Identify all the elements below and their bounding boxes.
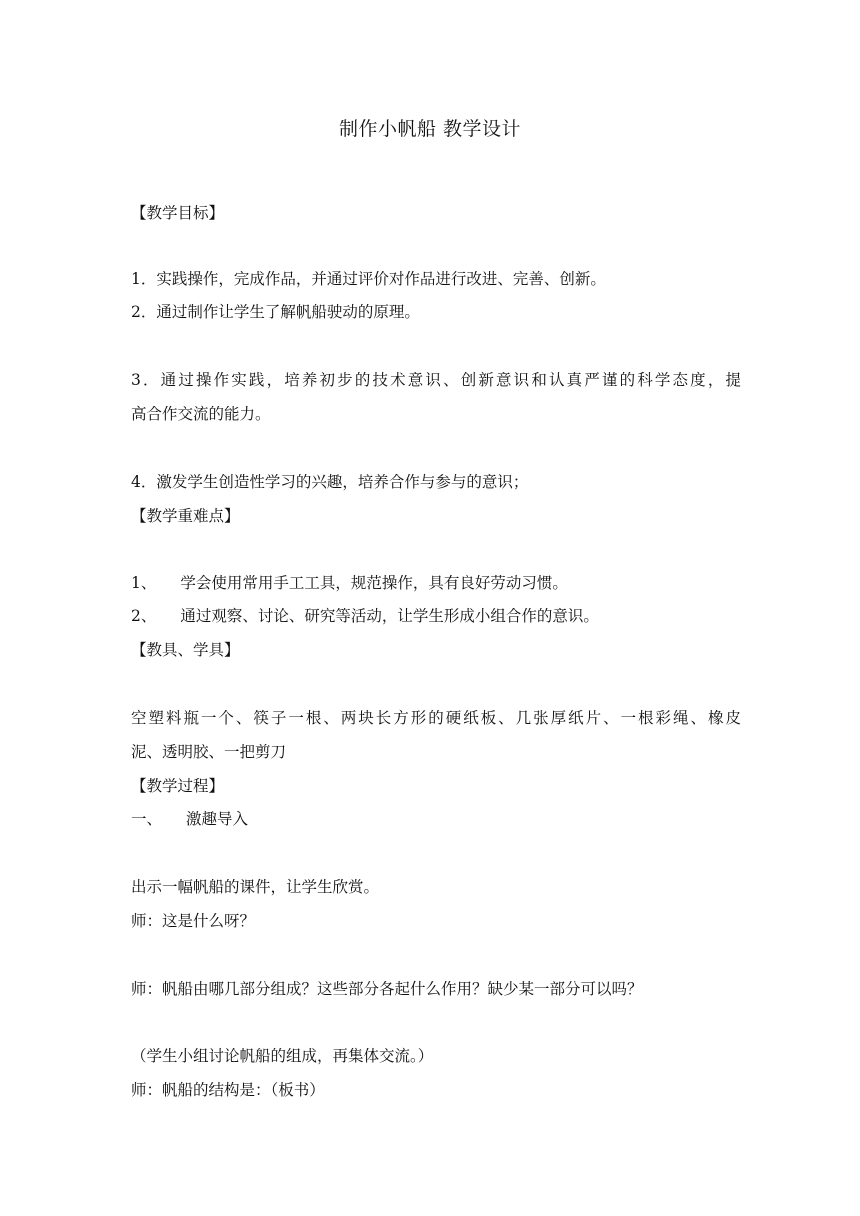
- process-line-3: 师：帆船由哪几部分组成？这些部分各起什么作用？缺少某一部分可以吗？: [131, 980, 643, 998]
- objective-item-3-line-1: 3．通过操作实践，培养初步的技术意识、创新意识和认真严谨的科学态度，提: [131, 371, 741, 389]
- process-heading: 【教学过程】: [131, 777, 225, 795]
- key-point-number: 2、: [131, 607, 157, 625]
- objective-item-1: 1．实践操作，完成作品，并通过评价对作品进行改进、完善、创新。: [131, 270, 606, 288]
- process-line-4: （学生小组讨论帆船的组成，再集体交流。）: [131, 1047, 434, 1065]
- tools-line-2: 泥、透明胶、一把剪刀: [131, 743, 287, 761]
- key-point-item-2: [131, 606, 741, 626]
- process-step-number: 一、: [131, 810, 163, 828]
- key-points-heading: 【教学重难点】: [131, 507, 240, 525]
- objectives-heading: 【教学目标】: [131, 204, 225, 222]
- key-point-text: 通过观察、讨论、研究等活动，让学生形成小组合作的意识。: [180, 607, 599, 625]
- objective-item-4: 4．激发学生创造性学习的兴趣，培养合作与参与的意识；: [131, 473, 529, 491]
- key-point-number: 1、: [131, 574, 157, 592]
- key-point-text: 学会使用常用手工工具，规范操作，具有良好劳动习惯。: [180, 574, 568, 592]
- process-line-5: 师：帆船的结构是：（板书）: [131, 1081, 325, 1099]
- objective-item-2: 2．通过制作让学生了解帆船驶动的原理。: [131, 303, 420, 321]
- process-step-text: 激趣导入: [186, 810, 249, 828]
- tools-heading: 【教具、学具】: [131, 641, 240, 659]
- objective-item-3-line-2: 高合作交流的能力。: [131, 405, 271, 423]
- tools-line-1: 空塑料瓶一个、筷子一根、两块长方形的硬纸板、几张厚纸片、一根彩绳、橡皮: [131, 709, 741, 727]
- document-title: 制作小帆船 教学设计: [338, 118, 522, 140]
- key-point-item-1: [131, 573, 741, 593]
- process-line-1: 出示一幅帆船的课件，让学生欣赏。: [131, 878, 380, 896]
- process-step-1: [131, 809, 741, 829]
- process-line-2: 师：这是什么呀？: [131, 912, 256, 930]
